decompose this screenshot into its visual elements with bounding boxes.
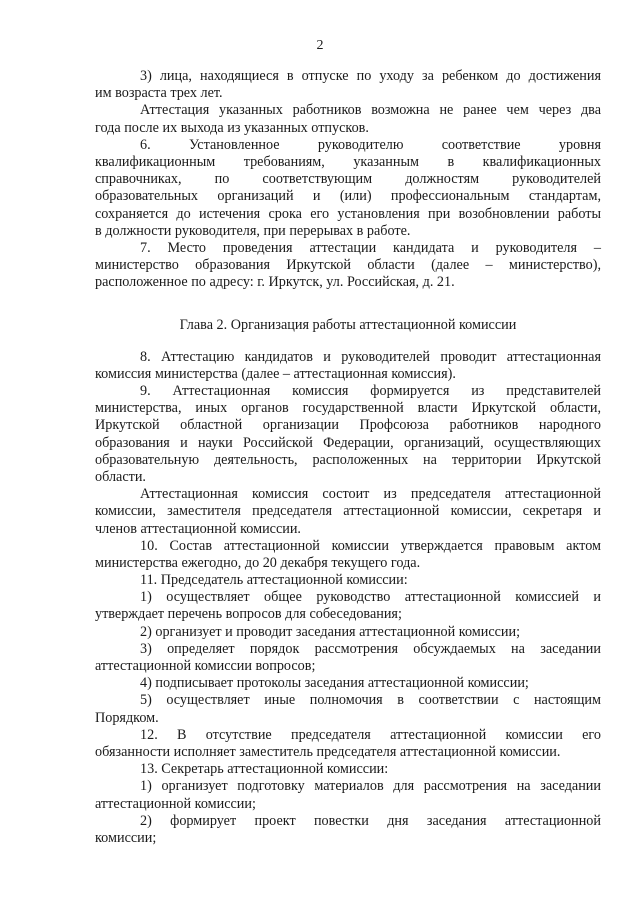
text-line: министерства, иных органов государственной власти Иркутской области, — [95, 400, 601, 417]
chapter-heading: Глава 2. Организация работы аттестационной комиссии — [179, 317, 517, 334]
paragraph — [95, 349, 601, 383]
text-line: комиссия министерства (далее – аттестационная комиссия). — [95, 365, 456, 382]
text-line: обязанности исполняет заместитель председателя аттестационной комиссии. — [95, 743, 561, 760]
text-line: комиссии, заместителя председателя аттестационной комиссии, секретаря и — [95, 503, 601, 520]
text-line: комиссии; — [95, 829, 157, 846]
text-line: 3) лица, находящиеся в отпуске по уходу за ребенком до достижения — [140, 68, 601, 84]
text-line: членов аттестационной комиссии. — [95, 520, 301, 537]
paragraph — [95, 486, 601, 538]
text-line: 1) организует подготовку материалов для рассмотрения на заседании — [140, 778, 601, 795]
paragraph — [95, 572, 601, 589]
text-line: 13. Секретарь аттестационной комиссии: — [140, 761, 389, 778]
text-line: квалификационным требованиям, указанным в квалификационных — [95, 153, 601, 170]
text-line: аттестационной комиссии; — [95, 795, 256, 812]
text-line: Иркутской областной организации Профсоюза работников народного — [95, 417, 601, 434]
text-line: области. — [95, 468, 146, 485]
paragraph — [95, 538, 601, 572]
text-line: 7. Место проведения аттестации кандидата и руководителя – — [140, 239, 601, 256]
text-line: 5) осуществляет иные полномочия в соответствии с настоящим — [140, 692, 601, 709]
paragraph — [95, 641, 601, 675]
text-line: 11. Председатель аттестационной комиссии: — [140, 572, 408, 589]
paragraph — [95, 137, 601, 240]
text-line: утверждает перечень вопросов для собеседования; — [95, 606, 402, 623]
paragraph — [95, 383, 601, 486]
paragraph — [95, 692, 601, 726]
text-line: сохраняется до истечения срока его установления при возобновлении работы — [95, 205, 601, 222]
text-line: Порядком. — [95, 709, 159, 726]
document-body — [95, 68, 601, 847]
text-line: Аттестационная комиссия состоит из председателя аттестационной — [140, 486, 601, 503]
text-line: министерство образования Иркутской области (далее – министерство), — [95, 257, 601, 274]
page-number: 2 — [316, 38, 324, 53]
text-line: в должности руководителя, при перерывах в работе. — [95, 222, 411, 239]
paragraph — [95, 624, 601, 641]
paragraph — [95, 778, 601, 812]
text-line: им возраста трех лет. — [95, 85, 223, 102]
paragraph — [95, 68, 601, 102]
text-line: 10. Состав аттестационной комиссии утверждается правовым актом — [140, 537, 601, 554]
text-line: 9. Аттестационная комиссия формируется из представителей — [140, 383, 601, 399]
paragraph — [95, 102, 601, 136]
paragraph — [95, 813, 601, 847]
text-line: образования и науки Российской Федерации, организаций, осуществляющих — [95, 434, 601, 451]
text-line: 3) определяет порядок рассмотрения обсуждаемых на заседании — [140, 640, 601, 657]
text-line: Аттестация указанных работников возможна не ранее чем через два — [140, 102, 601, 119]
paragraph — [95, 589, 601, 623]
text-line: 12. В отсутствие председателя аттестационной комиссии его — [140, 726, 601, 743]
paragraph — [95, 675, 601, 692]
paragraph — [95, 761, 601, 778]
text-line: 2) организует и проводит заседания аттестационной комиссии; — [140, 623, 521, 640]
text-line: 6. Установленное руководителю соответствие уровня — [140, 136, 601, 153]
text-line: года после их выхода из указанных отпусков. — [95, 119, 369, 136]
paragraph — [95, 240, 601, 292]
text-line: 8. Аттестацию кандидатов и руководителей проводит аттестационная — [140, 348, 601, 365]
text-line: аттестационной комиссии вопросов; — [95, 658, 316, 674]
text-line: министерства ежегодно, до 20 декабря текущего года. — [95, 554, 421, 571]
text-line: 1) осуществляет общее руководство аттестационной комиссией и — [140, 589, 601, 606]
paragraph — [95, 727, 601, 761]
text-line: справочниках, по соответствующим должностям руководителей — [95, 171, 601, 188]
text-line: расположенное по адресу: г. Иркутск, ул. Российская, д. 21. — [95, 274, 455, 291]
text-line: 2) формирует проект повестки дня заседания аттестационной — [140, 812, 601, 829]
text-line: образовательную деятельность, расположенных на территории Иркутской — [95, 451, 601, 468]
text-line: 4) подписывает протоколы заседания аттестационной комиссии; — [140, 675, 529, 692]
text-line: образовательных организаций и (или) профессиональным стандартам, — [95, 188, 601, 205]
